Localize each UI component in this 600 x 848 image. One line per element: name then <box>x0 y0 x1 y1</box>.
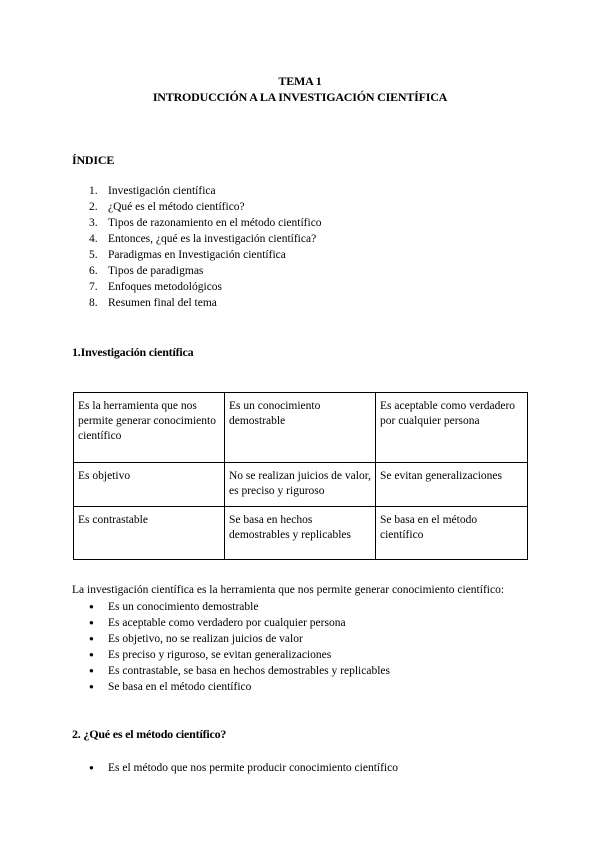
bullet-item: ● Se basa en el método científico <box>72 679 532 695</box>
table-cell: Es contrastable <box>74 507 225 560</box>
index-item: 8. Resumen final del tema <box>89 297 217 309</box>
index-item: 6. Tipos de paradigmas <box>89 265 204 277</box>
section-1-paragraph: La investigación científica es la herramienta que nos permite generar conocimiento científico: <box>72 584 505 596</box>
bullet-item: ● Es un conocimiento demostrable <box>72 599 532 615</box>
characteristics-table <box>73 392 528 560</box>
index-heading: ÍNDICE <box>72 153 115 167</box>
table-cell: Es la herramienta que nos permite generar conocimiento científico <box>74 393 225 463</box>
index-item: 4. Entonces, ¿qué es la investigación científica? <box>89 233 317 245</box>
table-row <box>74 463 528 507</box>
table-cell: Es aceptable como verdadero por cualquier persona <box>376 393 528 463</box>
table-cell: Es un conocimiento demostrable <box>225 393 376 463</box>
section-1-heading: 1.Investigación científica <box>72 345 194 359</box>
table-cell: Se evitan generalizaciones <box>376 463 528 507</box>
section-1-bullet-list <box>72 599 532 695</box>
table-cell: Se basa en hechos demostrables y replicables <box>225 507 376 560</box>
table-cell: Es objetivo <box>74 463 225 507</box>
topic-number: TEMA 1 <box>278 74 322 88</box>
index-item: 5. Paradigmas en Investigación científica <box>89 249 286 261</box>
section-2-bullet-list <box>72 760 532 776</box>
index-item: 1. Investigación científica <box>89 185 216 197</box>
index-item: 2. ¿Qué es el método científico? <box>89 201 245 213</box>
index-list <box>72 183 492 311</box>
bullet-item: ● Es contrastable, se basa en hechos demostrables y replicables <box>72 663 532 679</box>
table-cell: No se realizan juicios de valor, es preciso y riguroso <box>225 463 376 507</box>
section-2-heading: 2. ¿Qué es el método científico? <box>72 727 227 741</box>
bullet-item: ● Es el método que nos permite producir conocimiento científico <box>72 760 532 776</box>
bullet-item: ● Es preciso y riguroso, se evitan generalizaciones <box>72 647 532 663</box>
index-item: 7. Enfoques metodológicos <box>89 281 223 293</box>
bullet-item: ● Es objetivo, no se realizan juicios de valor <box>72 631 532 647</box>
bullet-item: ● Es aceptable como verdadero por cualquier persona <box>72 615 532 631</box>
table-row <box>74 507 528 560</box>
index-item: 3. Tipos de razonamiento en el método científico <box>89 217 322 229</box>
table-row <box>74 393 528 463</box>
document-title: INTRODUCCIÓN A LA INVESTIGACIÓN CIENTÍFICA <box>152 90 448 104</box>
table-cell: Se basa en el método científico <box>376 507 528 560</box>
